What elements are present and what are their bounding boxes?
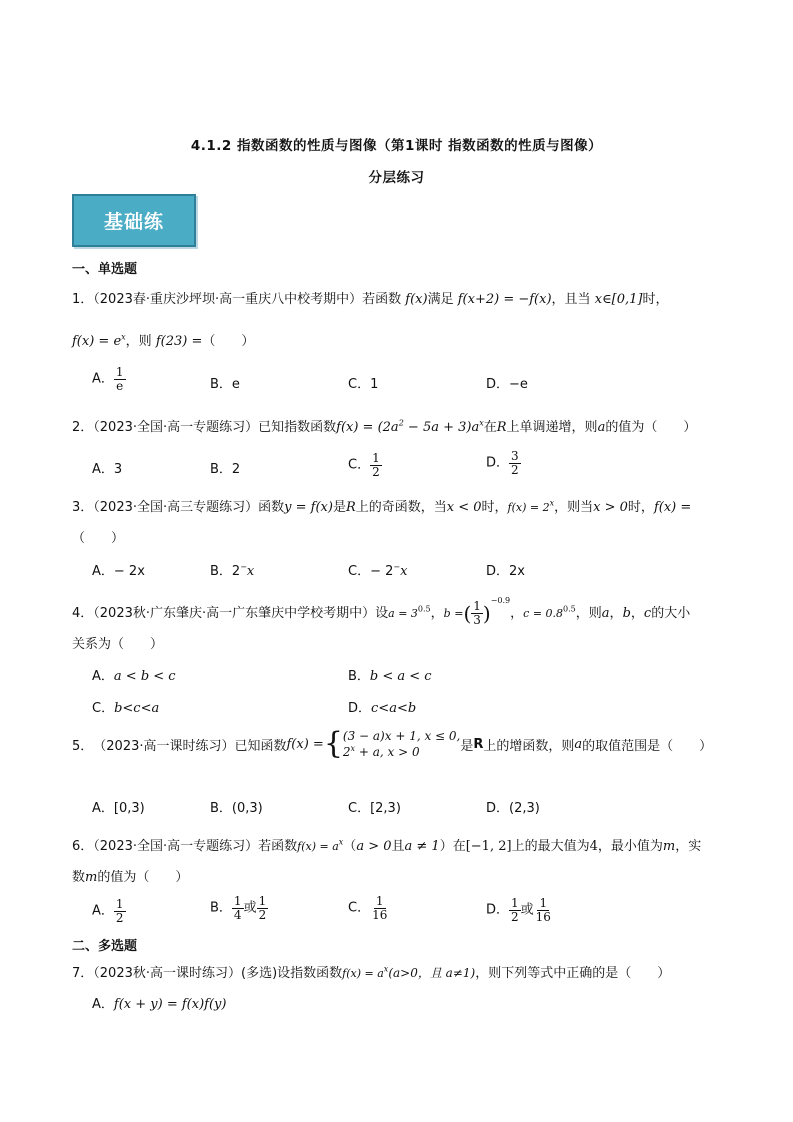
- question-4: 4．（2023秋·广东肇庆·高一广东肇庆中学校考期中）设$a = 3^{0.5}$，b =( $\frac{1}{3}$ )$^{-0.9}$，$c = 0.8^{0.5}$，则a，b，c的大小: [72, 596, 691, 627]
- option-c[interactable]: [348, 895, 389, 921]
- math-expr: 4: [589, 839, 598, 854]
- math-expr: c: [643, 606, 652, 621]
- question-5: [72, 728, 712, 760]
- option-a[interactable]: [92, 665, 176, 684]
- page-title: 4.1.2 指数函数的性质与图像（第1课时 指数函数的性质与图像）: [190, 138, 603, 154]
- math-sup: 0.5: [417, 604, 431, 614]
- question-text: ，则当: [554, 500, 594, 515]
- question-number: 2．: [72, 420, 94, 435]
- math-expr: x > 0: [593, 500, 628, 515]
- fraction: [114, 366, 126, 392]
- option-label: C．[2,3): [348, 801, 401, 816]
- math-expr: f(x) =: [286, 736, 324, 752]
- question-source: （2023·全国·高一专题练习）已知指数函数: [93, 420, 337, 435]
- question-source: （2023·全国·高一专题练习）若函数: [93, 839, 298, 854]
- page-subtitle: 分层练习: [368, 170, 425, 186]
- question-4-line2: 关系为（ ）: [72, 637, 164, 652]
- fraction: [257, 895, 269, 921]
- option-d[interactable]: [486, 897, 553, 923]
- question-3: [72, 496, 691, 515]
- math-expr: f(x) = a: [297, 840, 339, 853]
- math-expr: f(x) = e: [72, 334, 122, 349]
- section-heading-multi: 二、多选题: [72, 939, 138, 954]
- math-sup: −0.9: [490, 596, 511, 605]
- math-expr: f(x+2) = −f(x): [457, 292, 552, 307]
- fraction: [471, 600, 483, 626]
- fraction-numerator: 1: [511, 896, 519, 910]
- option-label: A．: [92, 371, 114, 387]
- option-label: A．: [92, 997, 114, 1012]
- fraction: [509, 897, 521, 923]
- section-heading-single: 一、单选题: [72, 262, 138, 277]
- option-b[interactable]: B．e: [210, 377, 240, 392]
- fraction-numerator: 1: [539, 896, 548, 910]
- math-expr: c<a<b: [371, 701, 417, 716]
- fraction: [114, 898, 126, 924]
- piecewise-function: [343, 728, 460, 760]
- question-text: ，则下列等式中正确的是（ ）: [475, 966, 671, 981]
- math-sup: x: [338, 837, 344, 847]
- piece-1: (3 − a)x + 1, x ≤ 0,: [342, 729, 461, 743]
- math-sup: x: [350, 744, 356, 754]
- piece-2: [343, 744, 460, 760]
- fraction-denominator: 2: [511, 462, 519, 477]
- question-source: （2023秋·广东肇庆·高一广东肇庆中学校考期中）设: [93, 606, 389, 621]
- math-expr: b < a < c: [369, 669, 432, 684]
- section-banner: [72, 194, 196, 247]
- question-6-line2: [72, 866, 188, 885]
- math-sup: −: [240, 562, 247, 572]
- question-number: 5．: [72, 738, 94, 754]
- option-label: B．(0,3): [210, 801, 263, 816]
- math-expr: f(x) =: [653, 500, 692, 515]
- math-expr: f(23) =: [155, 334, 203, 349]
- fraction-numerator: 1: [115, 365, 124, 379]
- fraction: [232, 895, 244, 921]
- fraction-denominator: e: [116, 378, 124, 393]
- fraction: [534, 897, 553, 923]
- option-label: C．: [92, 701, 115, 716]
- fraction-denominator: 4: [233, 907, 242, 922]
- option-label: C．: [348, 900, 371, 916]
- question-number: 1．: [72, 292, 94, 307]
- option-c[interactable]: [348, 560, 407, 579]
- option-c[interactable]: C．1: [348, 377, 379, 392]
- question-source: （2023·高一课时练习）已知函数: [93, 738, 287, 754]
- option-b[interactable]: [210, 560, 254, 579]
- fraction-numerator: 1: [258, 894, 267, 908]
- fraction-numerator: 1: [233, 894, 242, 908]
- option-d[interactable]: [348, 697, 416, 716]
- math-expr: (a>0，且 a≠1): [388, 966, 476, 980]
- fraction: [509, 450, 521, 476]
- math-sup: x: [479, 418, 484, 428]
- fraction-denominator: 16: [535, 909, 551, 924]
- option-b[interactable]: [210, 895, 268, 921]
- math-expr: x: [400, 564, 408, 579]
- question-3-line2: （ ）: [72, 531, 125, 546]
- option-c[interactable]: [348, 452, 382, 478]
- math-sup: x: [549, 498, 555, 508]
- option-a[interactable]: [92, 898, 126, 924]
- math-expr: a: [601, 606, 610, 621]
- question-text: ，则: [575, 606, 602, 621]
- math-expr: f(x + y) = f(x)f(y): [113, 997, 227, 1012]
- math-sup: x: [121, 332, 126, 342]
- math-expr: a < b < c: [113, 669, 176, 684]
- math-expr: f(x) = a: [342, 967, 384, 980]
- question-text: （ ）: [202, 334, 255, 349]
- question-text: ，最小值为: [597, 839, 663, 854]
- question-text: 的大小: [651, 606, 691, 621]
- math-expr: x∈[0,1]: [594, 292, 643, 307]
- fraction: [370, 452, 382, 478]
- question-2: [72, 416, 696, 435]
- question-source: （2023·全国·高三专题练习）函数: [93, 500, 285, 515]
- math-sup: 0.5: [563, 604, 576, 614]
- option-d[interactable]: [486, 797, 540, 816]
- math-expr: 2: [342, 745, 351, 760]
- math-expr: f(x): [405, 292, 428, 307]
- option-b[interactable]: B．2: [210, 462, 241, 477]
- question-number: 7．: [72, 966, 94, 981]
- question-number: 4．: [72, 606, 94, 621]
- math-expr: f(x) = 2: [507, 501, 550, 514]
- math-expr: [−1, 2]: [465, 839, 512, 854]
- option-d[interactable]: [486, 450, 521, 476]
- math-expr: m: [85, 870, 98, 885]
- question-text: 的取值范围是（ ）: [582, 738, 713, 754]
- question-text: 时，: [642, 292, 669, 307]
- math-expr: f(x) = (2a: [336, 420, 399, 435]
- fraction-numerator: 1: [473, 599, 481, 614]
- option-label: B．: [348, 669, 370, 684]
- math-expr: a = 3: [388, 607, 418, 620]
- question-number: 6．: [72, 839, 94, 854]
- fraction-numerator: 3: [511, 449, 519, 463]
- brace-glyph: {: [323, 726, 343, 762]
- question-text: （: [343, 839, 357, 854]
- option-c[interactable]: [92, 697, 159, 716]
- question-text: 上的最大值为: [511, 839, 590, 854]
- option-label: D．: [348, 701, 372, 716]
- option-a[interactable]: A．− 2x: [92, 564, 145, 579]
- option-c[interactable]: [348, 797, 401, 816]
- math-expr: a: [574, 736, 583, 752]
- question-text: 的值为（ ）: [605, 420, 697, 435]
- math-expr: x: [246, 564, 255, 579]
- math-expr: a ≠ 1: [404, 839, 440, 854]
- option-label: A．: [92, 669, 114, 684]
- fraction-denominator: 16: [372, 907, 388, 922]
- question-text: 时，: [627, 500, 654, 515]
- banner-label: 基础练: [103, 211, 164, 233]
- math-expr: b<c<a: [114, 701, 160, 716]
- question-text: 满足: [427, 292, 454, 307]
- math-expr: R: [496, 420, 507, 435]
- question-text: 上的奇函数，当: [355, 500, 447, 515]
- option-label: B．2: [210, 564, 241, 579]
- question-text: ，实: [675, 839, 702, 854]
- question-source: （2023秋·高一课时练习）(多选)设指数函数: [93, 966, 343, 981]
- question-1-line2: [72, 330, 254, 349]
- question-text: ）在: [439, 839, 466, 854]
- fraction-numerator: 1: [372, 451, 380, 465]
- fraction-numerator: 1: [375, 894, 384, 908]
- question-text: 时，: [481, 500, 508, 515]
- math-expr: b =: [443, 607, 464, 620]
- option-b[interactable]: [210, 797, 263, 816]
- question-text: 的值为（ ）: [97, 870, 189, 885]
- option-label: D．: [486, 902, 510, 918]
- option-a[interactable]: [92, 797, 145, 816]
- fraction: [370, 895, 389, 921]
- option-label: D．(2,3): [486, 801, 540, 816]
- question-text: 且: [391, 839, 405, 854]
- fraction-numerator: 1: [115, 897, 124, 911]
- question-text: 是: [332, 500, 346, 515]
- option-label: B．: [210, 900, 232, 916]
- math-expr: + a, x > 0: [355, 745, 420, 760]
- option-a[interactable]: [92, 993, 226, 1012]
- option-label: A．: [92, 903, 114, 919]
- math-sup: 2: [398, 418, 404, 428]
- option-label: C．: [348, 457, 371, 473]
- question-number: 3．: [72, 500, 94, 515]
- option-label: C．− 2: [348, 564, 394, 579]
- fraction-denominator: 3: [473, 613, 481, 627]
- question-text: 上的增函数，则: [483, 738, 575, 754]
- option-b[interactable]: [348, 665, 432, 684]
- question-text: ，且当: [551, 292, 591, 307]
- question-text: 数: [72, 870, 86, 885]
- question-1: [72, 288, 668, 307]
- math-expr: x < 0: [446, 500, 482, 515]
- option-a[interactable]: [92, 366, 126, 392]
- option-d[interactable]: D．−e: [486, 377, 528, 392]
- option-label: A．[0,3): [92, 801, 145, 816]
- math-expr: a > 0: [356, 839, 392, 854]
- math-expr: R: [345, 500, 356, 515]
- math-expr: R: [473, 736, 484, 752]
- or-text: 或: [243, 900, 257, 916]
- question-6: [72, 835, 701, 854]
- question-text: 是: [460, 738, 474, 754]
- or-text: 或: [520, 902, 534, 918]
- math-sup: −: [393, 562, 401, 572]
- question-7: [72, 962, 670, 981]
- fraction-denominator: 2: [372, 464, 380, 479]
- question-text: ，则: [125, 334, 152, 349]
- option-a[interactable]: A．3: [92, 462, 123, 477]
- fraction-denominator: 2: [511, 909, 519, 924]
- fraction-denominator: 2: [115, 910, 124, 925]
- option-d[interactable]: D．2x: [486, 564, 525, 579]
- math-expr: y = f(x): [284, 500, 333, 515]
- math-sup: x: [383, 964, 389, 974]
- option-label: D．: [486, 455, 510, 471]
- math-expr: c = 0.8: [523, 607, 564, 620]
- question-source: （2023春·重庆沙坪坝·高一重庆八中校考期中）若函数: [93, 292, 402, 307]
- math-expr: m: [662, 839, 676, 854]
- math-expr: b: [622, 606, 631, 621]
- question-text: 上单调递增，则: [506, 420, 598, 435]
- math-expr: a: [597, 420, 606, 435]
- math-expr: − 5a + 3)a: [403, 420, 480, 435]
- question-text: 在: [483, 420, 497, 435]
- fraction-denominator: 2: [258, 907, 267, 922]
